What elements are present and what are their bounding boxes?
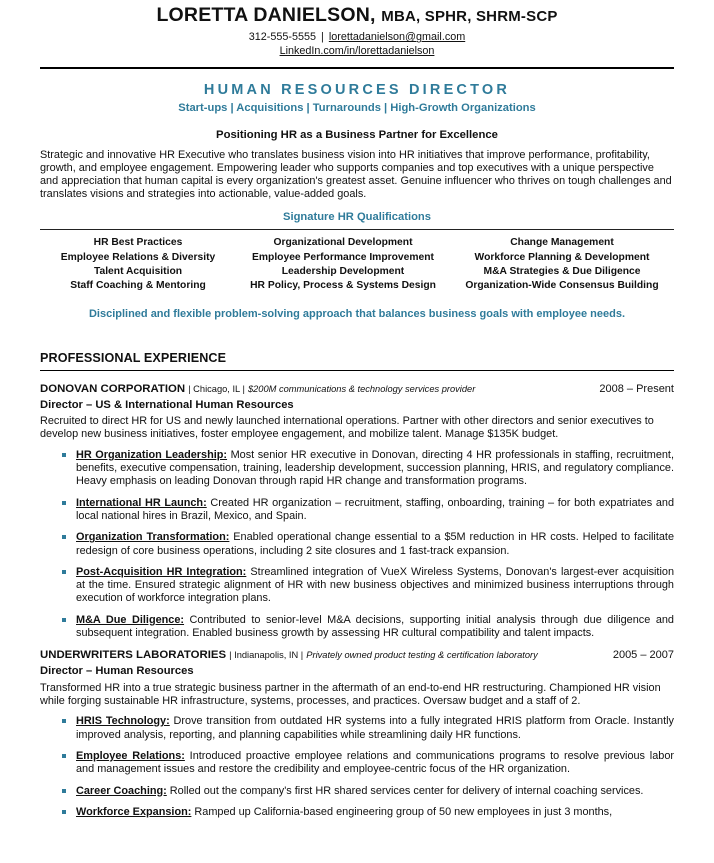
qualification-item: HR Best Practices bbox=[93, 237, 183, 249]
bullet-square-icon bbox=[62, 453, 66, 457]
achievement-item bbox=[76, 566, 674, 606]
achievement-item bbox=[76, 531, 674, 558]
qualifications-column-3 bbox=[450, 236, 674, 293]
resume-header bbox=[40, 0, 674, 59]
qualifications-column-1 bbox=[40, 236, 236, 293]
company-description: Privately owned product testing & certification laboratory bbox=[306, 650, 538, 661]
achievement-item bbox=[76, 449, 674, 489]
candidate-name bbox=[40, 5, 674, 26]
achievement-lead: HR Organization Leadership: bbox=[76, 448, 228, 461]
achievement-item bbox=[76, 806, 674, 819]
job-header bbox=[40, 382, 674, 397]
achievement-lead: M&A Due Diligence: bbox=[76, 613, 185, 626]
qualification-item: Workforce Planning & Development bbox=[474, 251, 650, 263]
profile-summary: Strategic and innovative HR Executive who translates business vision into HR initiatives that improve performance, profitability, growth, and employee engagement. Empowering leader who supports companies and top executives with a unique perspective and appreciation that human capital is every organization's greatest asset. Genuine influencer who thrives on tough challenges and translates visions and strategies into actionable, value-added goals. bbox=[40, 148, 672, 201]
bullet-square-icon bbox=[62, 535, 66, 539]
job-dates: 2008 – Present bbox=[599, 382, 674, 395]
achievement-text: Streamlined integration of VueX Wireless Systems, Donovan's largest-ever acquisition at the time. Ensured strategic alignment of HR with new business objectives and minimized business interruptions through execution of workforce integration plans. bbox=[76, 565, 674, 605]
bullet-square-icon bbox=[62, 618, 66, 622]
achievement-lead: Workforce Expansion: bbox=[76, 805, 192, 818]
job-role: Director – Human Resources bbox=[40, 665, 194, 678]
linkedin-link[interactable]: LinkedIn.com/in/lorettadanielson bbox=[279, 45, 435, 58]
achievement-lead: Organization Transformation: bbox=[76, 531, 230, 544]
job-role: Director – US & International Human Resources bbox=[40, 398, 294, 411]
bullet-square-icon bbox=[62, 789, 66, 793]
tagline: Positioning HR as a Business Partner for Excellence bbox=[216, 128, 498, 141]
email-link[interactable]: lorettadanielson@gmail.com bbox=[328, 31, 466, 44]
job-employer-line bbox=[40, 648, 538, 663]
qualification-item: Organizational Development bbox=[273, 237, 413, 249]
achievement-text: Introduced proactive employee relations and communications programs to resolve previous labor and management issues and restore the credibility and employee-centric focus of the HR organization. bbox=[76, 749, 675, 776]
company-name: DONOVAN CORPORATION bbox=[40, 382, 186, 395]
achievement-item bbox=[76, 497, 674, 524]
experience-section-title: PROFESSIONAL EXPERIENCE bbox=[40, 351, 227, 366]
contact-line bbox=[40, 30, 674, 44]
achievement-text: Contributed to senior-level M&A decisions, supporting initial analysis through due diligence and subsequent integration. Enabled business growth by assessing HR cultural compatibility and talent impacts. bbox=[76, 613, 674, 640]
job-summary: Transformed HR into a true strategic business partner in the aftermath of an end-to-end HR restructuring. Championed HR vision while forging sustainable HR infrastructure, systems, processes, and practices. Oversaw budget and a staff of 2. bbox=[40, 681, 661, 708]
achievement-list bbox=[40, 715, 674, 819]
qualifications-column-2 bbox=[236, 236, 450, 293]
contact-separator: | bbox=[321, 31, 324, 44]
achievement-lead: International HR Launch: bbox=[76, 496, 207, 509]
bullet-square-icon bbox=[62, 810, 66, 814]
company-description: $200M communications & technology services provider bbox=[247, 383, 476, 394]
job-dates: 2005 – 2007 bbox=[612, 649, 674, 662]
achievement-lead: Employee Relations: bbox=[76, 749, 185, 762]
bullet-square-icon bbox=[62, 719, 66, 723]
qualifications-title: Signature HR Qualifications bbox=[283, 210, 431, 223]
qualification-item: Leadership Development bbox=[281, 265, 405, 277]
qualification-item: Employee Relations & Diversity bbox=[60, 251, 216, 263]
qualification-item: Talent Acquisition bbox=[93, 265, 183, 277]
company-name: UNDERWRITERS LABORATORIES bbox=[40, 649, 227, 662]
achievement-item bbox=[76, 715, 674, 742]
linkedin-line bbox=[40, 44, 674, 58]
achievement-text: Enabled operational change essential to a $5M reduction in HR costs. Helped to facilitate redesign of core business operations, including 2 site closures and 1 fast-track expansion. bbox=[76, 531, 674, 557]
job-header bbox=[40, 648, 674, 663]
achievement-text: Drove transition from outdated HR systems into a fully integrated HRIS platform from Oracle. Instantly improved analysis, reporting, and planning capabilities while streamlining daily HR functions. bbox=[76, 715, 674, 741]
candidate-full-name: LORETTA DANIELSON, bbox=[156, 4, 376, 26]
job-entry bbox=[40, 382, 674, 641]
candidate-credentials: MBA, SPHR, SHRM-SCP bbox=[381, 8, 558, 25]
approach-statement: Disciplined and flexible problem-solving approach that balances business goals with employee needs. bbox=[88, 308, 626, 321]
achievement-list bbox=[40, 449, 674, 641]
achievement-lead: HRIS Technology: bbox=[76, 715, 170, 728]
achievement-text: Created HR organization – recruitment, staffing, onboarding, training – for both expatriates and local national hires in Brazil, Mexico, and Spain. bbox=[76, 496, 674, 522]
qualification-item: M&A Strategies & Due Diligence bbox=[483, 265, 641, 277]
bullet-square-icon bbox=[62, 501, 66, 505]
qualification-item: Organization-Wide Consensus Building bbox=[465, 279, 659, 291]
phone-number: 312-555-5555 bbox=[248, 31, 317, 44]
bullet-square-icon bbox=[62, 754, 66, 758]
qualification-item: Employee Performance Improvement bbox=[252, 251, 434, 263]
header-divider bbox=[40, 67, 674, 69]
qualification-item: HR Policy, Process & Systems Design bbox=[250, 279, 436, 291]
company-location: | Indianapolis, IN | bbox=[229, 650, 304, 661]
headline-title: HUMAN RESOURCES DIRECTOR bbox=[203, 81, 511, 98]
achievement-item bbox=[76, 614, 674, 641]
job-entry bbox=[40, 648, 674, 819]
achievement-text: Most senior HR executive in Donovan, directing 4 HR professionals in staffing, recruitment, benefits, executive compensation, training, leadership development, succession planning, HRIS, and regulatory compliance. Heavy emphasis on leading Donovan through rapid HR change and transformation programs. bbox=[76, 448, 674, 488]
achievement-lead: Career Coaching: bbox=[76, 784, 167, 797]
qualification-item: Staff Coaching & Mentoring bbox=[70, 279, 206, 291]
experience-divider bbox=[40, 370, 674, 371]
job-employer-line bbox=[40, 382, 475, 397]
achievement-item bbox=[76, 750, 674, 777]
achievement-text: Ramped up California-based engineering group of 50 new employees in just 3 months, bbox=[191, 805, 613, 818]
qualifications-divider bbox=[40, 229, 674, 230]
job-summary: Recruited to direct HR for US and newly launched international operations. Partner with other directors and senior executives to develop new business initiatives, foster employee engagement, and mobilize talent. Manage $135K budget. bbox=[40, 415, 654, 441]
achievement-lead: Post-Acquisition HR Integration: bbox=[76, 565, 247, 578]
achievement-text: Rolled out the company's first HR shared services center for delivery of internal coaching services. bbox=[166, 784, 644, 797]
focus-areas: Start-ups | Acquisitions | Turnarounds | High-Growth Organizations bbox=[178, 102, 536, 115]
company-location: | Chicago, IL | bbox=[188, 383, 245, 394]
achievement-item bbox=[76, 785, 674, 798]
bullet-square-icon bbox=[62, 570, 66, 574]
qualification-item: Change Management bbox=[510, 237, 614, 249]
qualifications-grid bbox=[40, 236, 674, 293]
